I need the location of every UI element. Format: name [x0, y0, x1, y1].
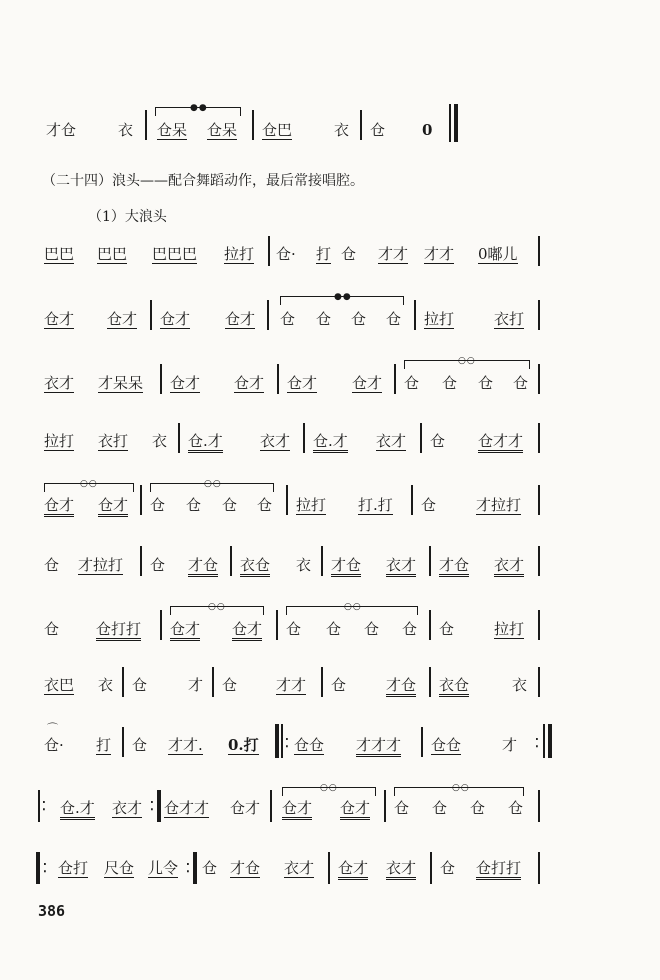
syllable: 尺仓	[104, 859, 135, 877]
syllable: 仓	[370, 121, 386, 139]
syllable: 衣才	[494, 556, 524, 577]
barline	[538, 790, 540, 822]
barline	[122, 727, 124, 757]
syllable: 仓才	[340, 799, 370, 820]
syllable: 巴巴	[97, 245, 128, 263]
syllable: 仓	[44, 556, 60, 574]
syllable: 仓.才	[313, 432, 348, 453]
syllable: 仓才	[232, 620, 262, 641]
syllable: 拉打	[44, 432, 75, 450]
repeat-end-barline	[157, 790, 161, 822]
syllable: 仓才	[170, 374, 201, 392]
repeat-dots: ⁚	[42, 799, 46, 813]
barline	[38, 790, 40, 822]
barline	[429, 610, 431, 640]
syllable: 仓才	[44, 310, 75, 328]
syllable: 才仓	[386, 676, 416, 697]
syllable: 仓	[150, 556, 166, 574]
barline	[411, 485, 413, 515]
accent-circles: ○○	[208, 602, 226, 612]
barline	[538, 485, 540, 515]
barline	[360, 110, 362, 140]
accent-circles: ○○	[204, 479, 222, 489]
syllable: 才仓	[331, 556, 361, 577]
syllable: 仓才	[234, 374, 265, 392]
barline	[384, 790, 386, 822]
barline	[538, 852, 540, 884]
syllable: 仓	[326, 620, 342, 638]
syllable: 仓才	[160, 310, 191, 328]
syllable: 衣才	[260, 432, 291, 450]
barline	[140, 546, 142, 576]
barline	[303, 423, 305, 453]
syllable: 打	[316, 245, 332, 263]
syllable: 仓.才	[60, 799, 95, 820]
syllable: 仓	[364, 620, 380, 638]
barline	[286, 485, 288, 515]
syllable: 衣	[296, 556, 312, 574]
syllable: 仓·	[276, 245, 296, 263]
barline	[538, 364, 540, 394]
syllable: 仓	[341, 245, 357, 263]
syllable: 仓才	[44, 496, 74, 517]
repeat-dots: ⁚	[186, 861, 190, 875]
syllable: 仓	[132, 736, 148, 754]
accent-circles: ○○	[452, 783, 470, 793]
syllable: 仓才才	[164, 799, 210, 817]
syllable: 仓	[286, 620, 302, 638]
syllable: 仓	[280, 310, 296, 328]
syllable: 仓仓	[294, 736, 325, 754]
syllable: 仓	[508, 799, 524, 817]
barline	[277, 364, 279, 394]
syllable: 仓.才	[188, 432, 223, 453]
syllable: 衣仓	[240, 556, 270, 577]
accent-circles: ○○	[80, 479, 98, 489]
barline	[160, 610, 162, 640]
repeat-dots: ⁚	[150, 799, 154, 813]
syllable: 才才才	[356, 736, 401, 757]
barline	[420, 423, 422, 453]
repeat-start-barline	[275, 724, 279, 758]
syllable: 仓	[432, 799, 448, 817]
syllable: 才仓	[46, 121, 77, 139]
barline	[414, 300, 416, 330]
syllable: 0嘟儿	[478, 245, 518, 263]
barline	[538, 667, 540, 697]
syllable: 衣才	[112, 799, 143, 817]
syllable: 衣打	[98, 432, 129, 450]
syllable: 仓仓	[431, 736, 462, 754]
barline	[122, 667, 124, 697]
accent-circles: ○○	[458, 356, 476, 366]
syllable: 衣才	[386, 556, 416, 577]
barline	[252, 110, 254, 140]
repeat-end-barline	[548, 724, 552, 758]
syllable: 仓	[150, 496, 166, 514]
syllable: 儿令	[148, 859, 179, 877]
barline	[430, 852, 432, 884]
syllable: 仓·	[44, 736, 64, 754]
repeat-dots: ⁚	[43, 861, 47, 875]
barline	[429, 667, 431, 697]
syllable: 仓打打	[476, 859, 521, 880]
syllable: 仓才	[282, 799, 312, 820]
syllable: 仓	[351, 310, 367, 328]
syllable: 仓	[316, 310, 332, 328]
barline	[538, 610, 540, 640]
syllable: 才拉打	[78, 556, 124, 574]
barline	[449, 104, 451, 142]
syllable: 仓	[44, 620, 60, 638]
syllable: 仓	[202, 859, 218, 877]
barline	[270, 790, 272, 822]
syllable: 衣巴	[44, 676, 75, 694]
barline	[178, 423, 180, 453]
syllable: 打	[96, 736, 112, 754]
syllable: 才	[188, 676, 204, 694]
barline	[267, 300, 269, 330]
syllable: 仓才	[287, 374, 318, 392]
syllable: 仓呆	[207, 121, 238, 139]
syllable: 仓才	[230, 799, 261, 817]
syllable: 才	[502, 736, 518, 754]
syllable: 仓才	[352, 374, 383, 392]
ornament-mark: ⌒	[47, 722, 58, 735]
barline	[394, 364, 396, 394]
syllable: 仓	[421, 496, 437, 514]
syllable: 仓才才	[478, 432, 523, 453]
barline	[268, 236, 270, 266]
syllable: 才仓	[188, 556, 218, 577]
syllable: 才才	[378, 245, 409, 263]
syllable: 仓	[257, 496, 273, 514]
barline	[321, 546, 323, 576]
barline	[538, 300, 540, 330]
syllable: 仓巴	[262, 121, 293, 139]
repeat-end-barline	[193, 852, 197, 884]
final-barline	[454, 104, 458, 142]
syllable: 仓	[132, 676, 148, 694]
syllable: 拉打	[424, 310, 455, 328]
barline	[538, 546, 540, 576]
syllable: 仓	[470, 799, 486, 817]
syllable: 仓才	[98, 496, 128, 517]
syllable: 仓才	[170, 620, 200, 641]
syllable: 才呆呆	[98, 374, 144, 392]
barline	[538, 236, 540, 266]
syllable: 仓	[404, 374, 420, 392]
barline	[538, 423, 540, 453]
accent-circles: ○○	[344, 602, 362, 612]
syllable: 仓打	[58, 859, 89, 877]
syllable: 才才	[276, 676, 307, 694]
barline	[281, 724, 283, 758]
syllable: 仓	[186, 496, 202, 514]
syllable: 拉打	[224, 245, 255, 263]
syllable: 仓才	[107, 310, 138, 328]
repeat-dots: ⁚	[285, 736, 289, 750]
accent-circles: ○○	[320, 783, 338, 793]
syllable: 衣打	[494, 310, 525, 328]
syllable: 仓	[386, 310, 402, 328]
barline	[145, 110, 147, 140]
rest: 0	[422, 121, 433, 139]
syllable: 仓	[439, 620, 455, 638]
syllable: 仓	[222, 676, 238, 694]
barline	[160, 364, 162, 394]
syllable: 衣	[512, 676, 528, 694]
syllable: 衣才	[376, 432, 407, 450]
repeat-start-barline	[36, 852, 40, 884]
syllable: 仓	[402, 620, 418, 638]
barline	[421, 727, 423, 757]
barline	[328, 852, 330, 884]
accent-dots: ●●	[190, 103, 208, 113]
syllable: 衣才	[386, 859, 416, 880]
syllable: 拉打	[296, 496, 327, 514]
syllable: 衣	[118, 121, 134, 139]
syllable: 打.打	[358, 496, 393, 514]
syllable: 拉打	[494, 620, 525, 638]
syllable: 才仓	[439, 556, 469, 577]
syllable: 仓	[394, 799, 410, 817]
barline	[150, 300, 152, 330]
syllable: 巴巴	[44, 245, 75, 263]
syllable: 仓才	[225, 310, 256, 328]
syllable: 才仓	[230, 859, 261, 877]
barline	[321, 667, 323, 697]
syllable: 仓	[442, 374, 458, 392]
syllable: 衣才	[44, 374, 75, 392]
repeat-dots: ⁚	[535, 736, 539, 750]
sub-heading: （1）大浪头	[88, 209, 167, 225]
barline	[429, 546, 431, 576]
barline	[543, 724, 545, 758]
syllable: 衣才	[284, 859, 315, 877]
accent-dots: ●●	[334, 292, 352, 302]
syllable: 仓呆	[157, 121, 188, 139]
syllable: 才才	[424, 245, 455, 263]
syllable: 仓	[430, 432, 446, 450]
syllable: 仓打打	[96, 620, 141, 641]
barline	[140, 485, 142, 515]
syllable: 衣	[98, 676, 114, 694]
section-heading: （二十四）浪头——配合舞蹈动作，最后常接唱腔。	[42, 173, 364, 189]
syllable: 仓	[440, 859, 456, 877]
syllable: 衣	[152, 432, 168, 450]
syllable: 仓	[478, 374, 494, 392]
barline	[212, 667, 214, 697]
page-number: 386	[38, 902, 66, 920]
syllable: 衣仓	[439, 676, 469, 697]
syllable: 0.打	[228, 736, 259, 754]
syllable: 衣	[334, 121, 350, 139]
syllable: 才才.	[168, 736, 203, 754]
syllable: 仓	[331, 676, 347, 694]
barline	[230, 546, 232, 576]
syllable: 才拉打	[476, 496, 522, 514]
syllable: 仓	[513, 374, 529, 392]
syllable: 仓才	[338, 859, 368, 880]
barline	[276, 610, 278, 640]
syllable: 巴巴巴	[152, 245, 198, 263]
syllable: 仓	[222, 496, 238, 514]
